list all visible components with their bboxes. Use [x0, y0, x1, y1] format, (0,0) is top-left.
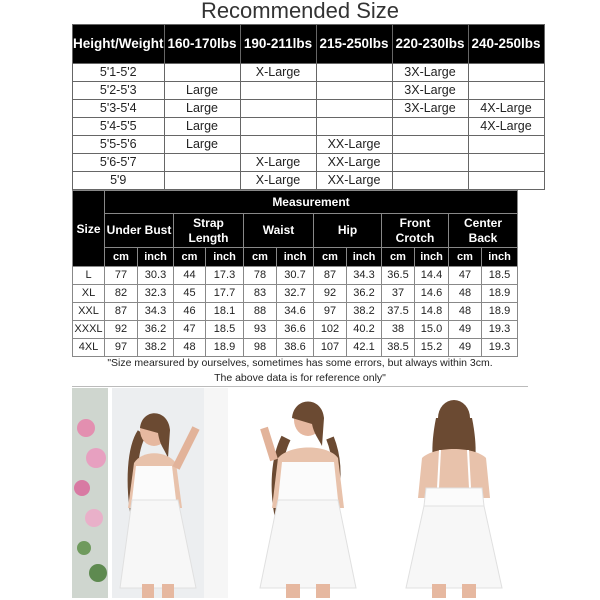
table-cell: 36.2 — [138, 321, 174, 339]
table-cell: 19.3 — [482, 321, 518, 339]
header-cell: Height/Weight — [73, 25, 165, 64]
table-cell: 98 — [244, 339, 277, 357]
table-row — [73, 303, 518, 321]
table-row — [73, 339, 518, 357]
table-row — [73, 321, 518, 339]
table-cell: 92 — [314, 285, 347, 303]
table-cell: 93 — [244, 321, 277, 339]
table-cell: 38.2 — [138, 339, 174, 357]
table-row — [73, 172, 545, 190]
table-cell — [164, 172, 240, 190]
table-cell — [240, 136, 316, 154]
table-cell: 17.7 — [206, 285, 244, 303]
table-cell: X-Large — [240, 64, 316, 82]
table-cell: 5'6-5'7 — [73, 154, 165, 172]
table-cell: XX-Large — [316, 172, 392, 190]
table-cell: 40.2 — [347, 321, 382, 339]
table-cell: 38.6 — [277, 339, 314, 357]
table-cell — [468, 64, 544, 82]
table-cell: 18.5 — [206, 321, 244, 339]
table-cell: Large — [164, 136, 240, 154]
table-cell: Large — [164, 82, 240, 100]
size-cell: 4XL — [73, 339, 105, 357]
table-cell: 48 — [449, 285, 482, 303]
table-cell: 32.3 — [138, 285, 174, 303]
table-cell: 47 — [174, 321, 206, 339]
table-cell: XX-Large — [316, 154, 392, 172]
table-cell: 49 — [449, 321, 482, 339]
table-cell: 34.3 — [347, 267, 382, 285]
table-cell: 4X-Large — [468, 118, 544, 136]
table-cell: 97 — [314, 303, 347, 321]
table-cell: 4X-Large — [468, 100, 544, 118]
group-header: Waist — [244, 214, 314, 248]
table-row — [73, 82, 545, 100]
unit-header: inch — [415, 248, 449, 267]
table-cell: 15.2 — [415, 339, 449, 357]
size-cell: L — [73, 267, 105, 285]
table-cell — [316, 118, 392, 136]
page-title: Recommended Size — [200, 0, 400, 23]
table-cell: 14.6 — [415, 285, 449, 303]
header-cell: 220-230lbs — [392, 25, 468, 64]
table-cell: 36.2 — [347, 285, 382, 303]
table-cell: 87 — [314, 267, 347, 285]
table-cell: 18.9 — [482, 285, 518, 303]
group-header: Center Back — [449, 214, 518, 248]
table-cell: 36.5 — [382, 267, 415, 285]
table-cell: X-Large — [240, 154, 316, 172]
table-cell: 17.3 — [206, 267, 244, 285]
table-cell — [240, 100, 316, 118]
note-line: "Size mearsured by ourselves, sometimes has some errors, but always within 3cm. — [107, 357, 493, 369]
group-header: Strap Length — [174, 214, 244, 248]
group-header: Hip — [314, 214, 382, 248]
header-cell: 160-170lbs — [164, 25, 240, 64]
table-header-row — [73, 25, 545, 64]
table-cell: XX-Large — [316, 136, 392, 154]
table-cell: 48 — [449, 303, 482, 321]
table-cell: X-Large — [240, 172, 316, 190]
table-cell: Large — [164, 100, 240, 118]
table-cell: 49 — [449, 339, 482, 357]
table-cell: 88 — [244, 303, 277, 321]
table-cell — [468, 154, 544, 172]
table-cell: 30.3 — [138, 267, 174, 285]
table-cell: 32.7 — [277, 285, 314, 303]
unit-header: cm — [449, 248, 482, 267]
table-cell: 87 — [105, 303, 138, 321]
table-cell: 5'5-5'6 — [73, 136, 165, 154]
table-header-row — [73, 191, 518, 214]
table-cell — [392, 172, 468, 190]
table-cell — [164, 154, 240, 172]
size-cell: XXXL — [73, 321, 105, 339]
table-cell: 18.5 — [482, 267, 518, 285]
table-cell — [316, 82, 392, 100]
table-cell: 30.7 — [277, 267, 314, 285]
table-cell — [392, 118, 468, 136]
table-row — [73, 136, 545, 154]
table-cell: 38.2 — [347, 303, 382, 321]
table-cell: 42.1 — [347, 339, 382, 357]
unit-header: cm — [382, 248, 415, 267]
height-weight-table — [72, 24, 545, 190]
table-cell: 3X-Large — [392, 100, 468, 118]
measurement-table — [72, 190, 518, 357]
table-cell: 48 — [174, 339, 206, 357]
measurement-header: Measurement — [105, 191, 518, 214]
table-cell: 47 — [449, 267, 482, 285]
table-cell — [316, 64, 392, 82]
group-header: Under Bust — [105, 214, 174, 248]
table-cell: 5'1-5'2 — [73, 64, 165, 82]
table-cell — [392, 136, 468, 154]
size-cell: XXL — [73, 303, 105, 321]
table-cell: 107 — [314, 339, 347, 357]
header-cell: 215-250lbs — [316, 25, 392, 64]
table-cell: 37.5 — [382, 303, 415, 321]
table-cell: 38.5 — [382, 339, 415, 357]
table-cell: 92 — [105, 321, 138, 339]
table-cell — [468, 82, 544, 100]
table-cell: 97 — [105, 339, 138, 357]
model-photo-front — [238, 388, 378, 598]
table-row — [73, 100, 545, 118]
table-cell — [316, 100, 392, 118]
table-row — [73, 154, 545, 172]
table-cell: 18.1 — [206, 303, 244, 321]
table-cell: 46 — [174, 303, 206, 321]
table-row — [73, 285, 518, 303]
unit-header: cm — [174, 248, 206, 267]
unit-header: inch — [482, 248, 518, 267]
unit-header: cm — [314, 248, 347, 267]
table-cell: 34.3 — [138, 303, 174, 321]
unit-header: inch — [138, 248, 174, 267]
table-cell: 18.9 — [206, 339, 244, 357]
table-header-row — [73, 214, 518, 248]
table-cell — [392, 154, 468, 172]
table-cell: 102 — [314, 321, 347, 339]
divider — [72, 386, 528, 387]
table-header-row — [73, 248, 518, 267]
header-cell: 240-250lbs — [468, 25, 544, 64]
table-cell: 34.6 — [277, 303, 314, 321]
model-photo-front-window — [72, 388, 228, 598]
unit-header: inch — [206, 248, 244, 267]
table-cell: 5'4-5'5 — [73, 118, 165, 136]
table-row — [73, 64, 545, 82]
table-cell — [240, 82, 316, 100]
unit-header: cm — [105, 248, 138, 267]
table-cell: 77 — [105, 267, 138, 285]
unit-header: inch — [347, 248, 382, 267]
table-cell: 82 — [105, 285, 138, 303]
size-header: Size — [73, 191, 105, 267]
table-cell: Large — [164, 118, 240, 136]
header-cell: 190-211lbs — [240, 25, 316, 64]
table-cell: 15.0 — [415, 321, 449, 339]
table-cell: 45 — [174, 285, 206, 303]
table-cell — [240, 118, 316, 136]
table-cell — [468, 136, 544, 154]
size-cell: XL — [73, 285, 105, 303]
table-cell: 37 — [382, 285, 415, 303]
table-cell: 19.3 — [482, 339, 518, 357]
note-line: The above data is for reference only" — [214, 372, 386, 384]
table-cell: 18.9 — [482, 303, 518, 321]
table-cell: 3X-Large — [392, 82, 468, 100]
unit-header: cm — [244, 248, 277, 267]
table-cell: 3X-Large — [392, 64, 468, 82]
unit-header: inch — [277, 248, 314, 267]
table-cell: 5'2-5'3 — [73, 82, 165, 100]
table-cell: 83 — [244, 285, 277, 303]
table-cell: 5'3-5'4 — [73, 100, 165, 118]
table-cell: 14.8 — [415, 303, 449, 321]
table-cell: 14.4 — [415, 267, 449, 285]
table-cell: 5'9 — [73, 172, 165, 190]
table-cell: 78 — [244, 267, 277, 285]
group-header: Front Crotch — [382, 214, 449, 248]
table-cell — [468, 172, 544, 190]
size-note — [72, 356, 528, 386]
table-cell — [164, 64, 240, 82]
model-photo-back — [378, 388, 530, 598]
table-cell: 38 — [382, 321, 415, 339]
table-row — [73, 118, 545, 136]
table-cell: 44 — [174, 267, 206, 285]
table-cell: 36.6 — [277, 321, 314, 339]
table-row — [73, 267, 518, 285]
